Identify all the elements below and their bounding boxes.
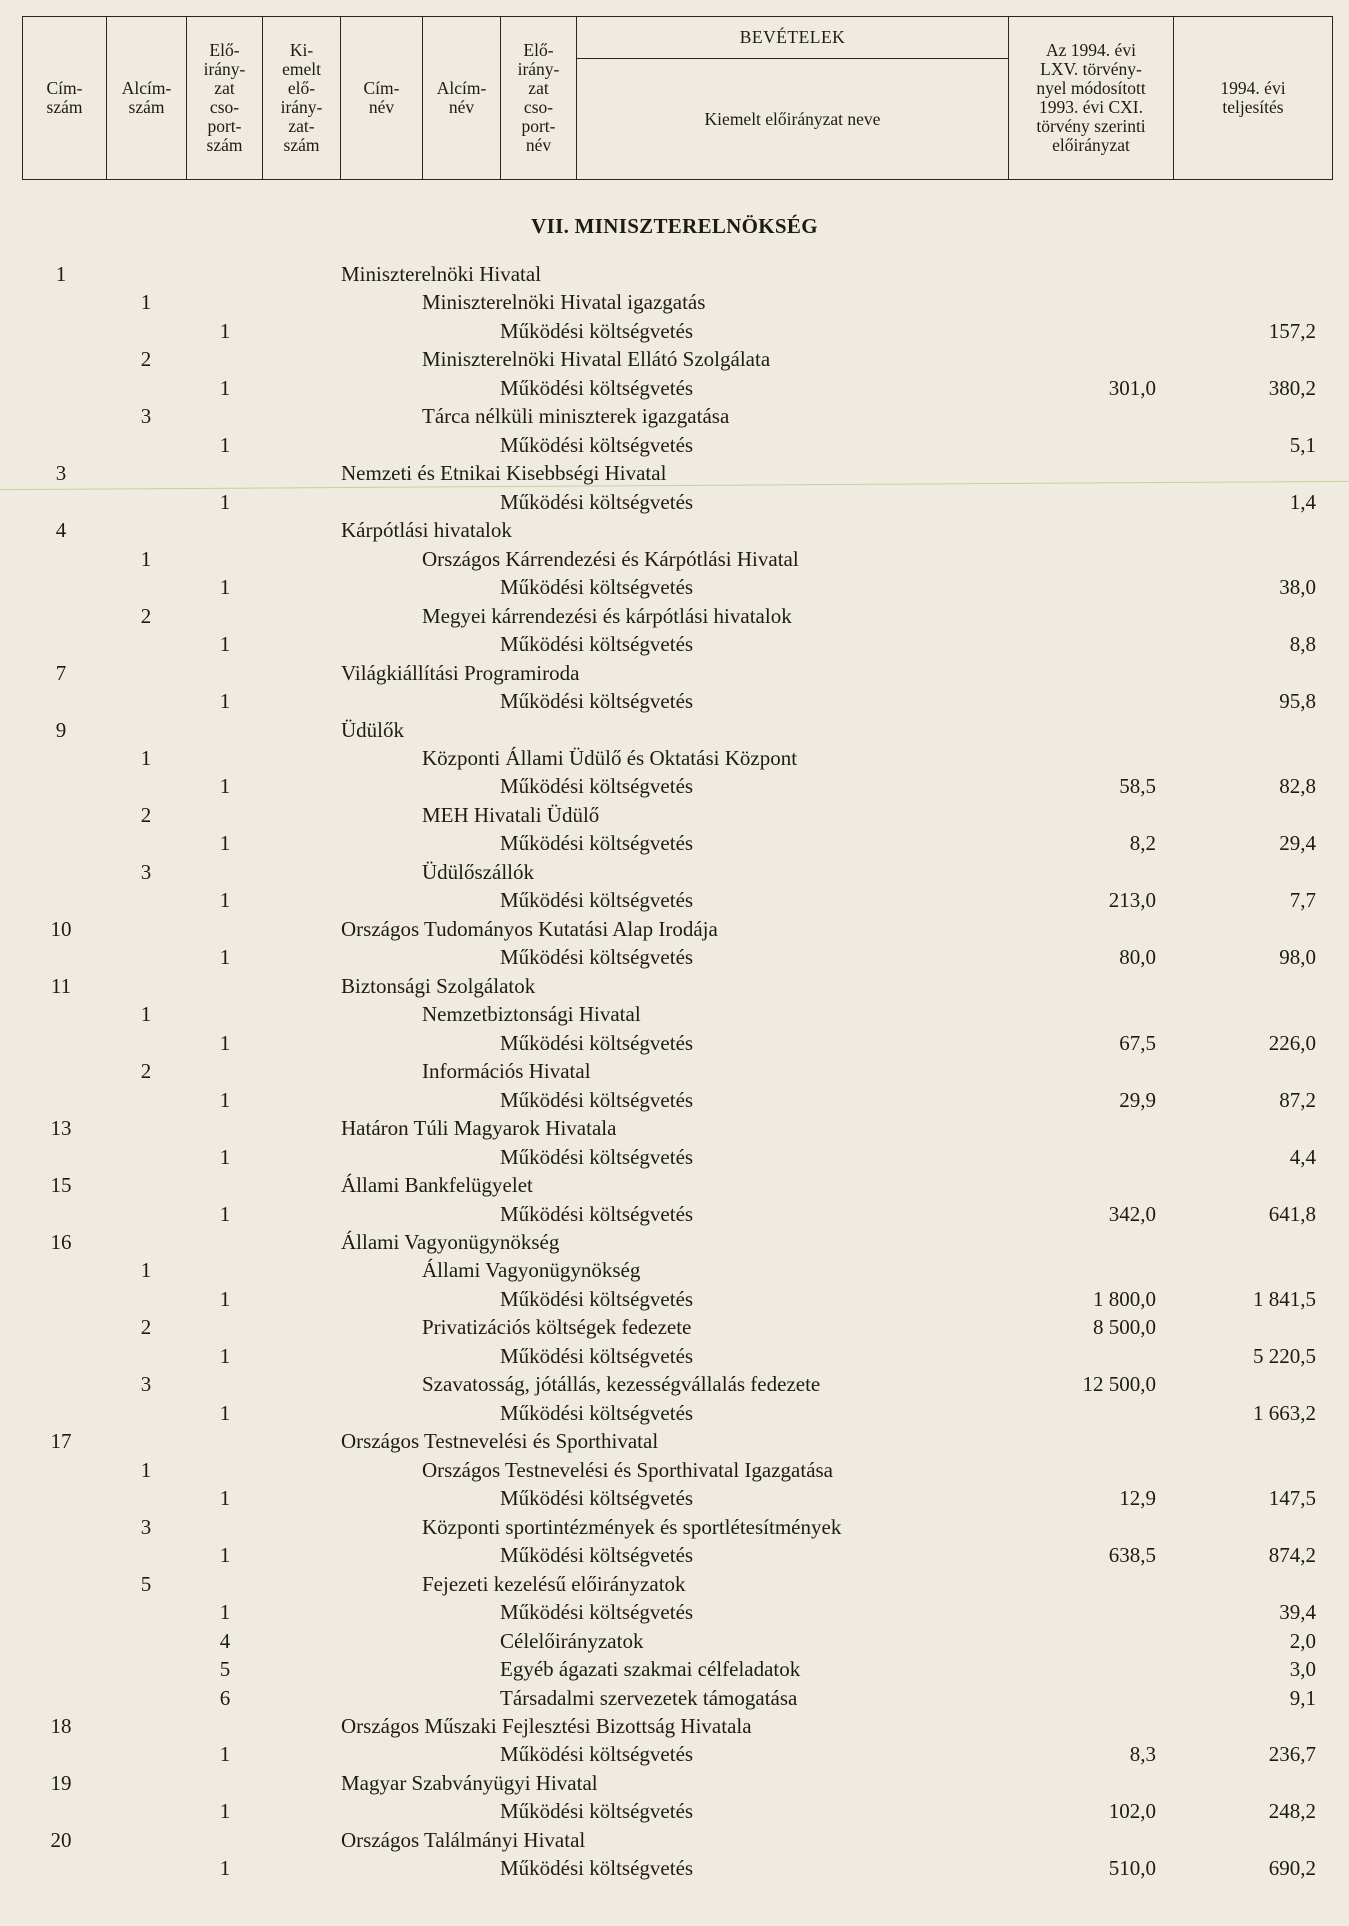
row-name: Nemzeti és Etnikai Kisebbségi Hivatal (341, 461, 667, 486)
teljesites-value: 157,2 (1268, 318, 1316, 343)
teljesites-value: 226,0 (1268, 1030, 1316, 1055)
table-row (0, 1200, 1349, 1228)
teljesites-value: 380,2 (1268, 375, 1316, 400)
table-row (0, 1740, 1349, 1768)
table-row (0, 317, 1349, 345)
teljesites-value: 3,0 (1289, 1657, 1316, 1682)
alcim-number: 3 (140, 404, 152, 429)
table-row (0, 1029, 1349, 1057)
teljesites-value: 874,2 (1268, 1543, 1316, 1568)
table-row (0, 1143, 1349, 1171)
table-row (0, 488, 1349, 516)
cim-number: 15 (50, 1173, 72, 1198)
cim-number: 16 (50, 1229, 72, 1254)
eloiranyzat-number: 1 (219, 1286, 231, 1311)
row-name: Működési költségvetés (500, 831, 694, 856)
row-name: Állami Vagyonügynökség (422, 1258, 641, 1283)
row-name: Működési költségvetés (500, 1343, 694, 1368)
table-row (0, 1086, 1349, 1114)
row-name: Működési költségvetés (500, 1030, 694, 1055)
teljesites-value: 38,0 (1279, 575, 1316, 600)
eloiranyzat-number: 5 (219, 1657, 231, 1682)
row-name: Működési költségvetés (500, 489, 694, 514)
eloiranyzat-number: 1 (219, 831, 231, 856)
row-name: Működési költségvetés (500, 1543, 694, 1568)
row-name: Miniszterelnöki Hivatal Ellátó Szolgálata (422, 347, 771, 372)
eloiranyzat-number: 1 (219, 1343, 231, 1368)
table-row (0, 1826, 1349, 1854)
cim-number: 7 (55, 660, 67, 685)
row-name: Működési költségvetés (500, 1400, 694, 1425)
eloiranyzat-number: 1 (219, 689, 231, 714)
alcim-number: 2 (140, 603, 152, 628)
cim-number: 20 (50, 1827, 72, 1852)
alcim-number: 1 (140, 1258, 152, 1283)
row-name: Miniszterelnöki Hivatal igazgatás (422, 290, 706, 315)
alcim-number: 2 (140, 1059, 152, 1084)
modositott-value: 12,9 (1119, 1486, 1156, 1511)
header-modositott-eloiranyzat: Az 1994. évi LXV. törvény- nyel módosított 1993. évi CXI. törvény szerinti előirányzat (1009, 17, 1174, 180)
table-row (0, 260, 1349, 288)
alcim-number: 1 (140, 546, 152, 571)
row-name: Országos Kárrendezési és Kárpótlási Hivatal (422, 546, 799, 571)
table-row (0, 1598, 1349, 1626)
row-name: Privatizációs költségek fedezete (422, 1315, 692, 1340)
modositott-value: 638,5 (1108, 1543, 1156, 1568)
modositott-value: 510,0 (1108, 1856, 1156, 1881)
table-row (0, 345, 1349, 373)
table-row (0, 1769, 1349, 1797)
table-row (0, 459, 1349, 487)
row-name: Működési költségvetés (500, 888, 694, 913)
table-row (0, 1285, 1349, 1313)
eloiranyzat-number: 1 (219, 1799, 231, 1824)
row-name: Működési költségvetés (500, 1742, 694, 1767)
teljesites-value: 147,5 (1268, 1486, 1316, 1511)
header-bevetelek: BEVÉTELEK (577, 17, 1009, 59)
row-name: Világkiállítási Programiroda (341, 660, 580, 685)
table-row (0, 716, 1349, 744)
table-row (0, 858, 1349, 886)
alcim-number: 2 (140, 347, 152, 372)
table-row (0, 1427, 1349, 1455)
modositott-value: 1 800,0 (1093, 1286, 1156, 1311)
row-name: Működési költségvetés (500, 1600, 694, 1625)
row-name: Információs Hivatal (422, 1059, 591, 1084)
eloiranyzat-number: 1 (219, 1144, 231, 1169)
row-name: Működési költségvetés (500, 632, 694, 657)
header-alcim-szam: Alcím- szám (107, 17, 187, 180)
eloiranyzat-number: 1 (219, 774, 231, 799)
modositott-value: 301,0 (1108, 375, 1156, 400)
table-row (0, 886, 1349, 914)
row-name: Működési költségvetés (500, 1856, 694, 1881)
table-row (0, 829, 1349, 857)
table-row (0, 1256, 1349, 1284)
teljesites-value: 5,1 (1289, 432, 1316, 457)
table-row (0, 1570, 1349, 1598)
cim-number: 3 (55, 461, 67, 486)
table-row (0, 744, 1349, 772)
header-cim-nev: Cím- név (341, 17, 423, 180)
table-row (0, 1370, 1349, 1398)
teljesites-value: 98,0 (1279, 945, 1316, 970)
table-row (0, 1484, 1349, 1512)
row-name: MEH Hivatali Üdülő (422, 802, 600, 827)
row-name: Megyei kárrendezési és kárpótlási hivatalok (422, 603, 792, 628)
table-row (0, 374, 1349, 402)
row-name: Működési költségvetés (500, 1486, 694, 1511)
table-row (0, 1627, 1349, 1655)
row-name: Állami Vagyonügynökség (341, 1229, 560, 1254)
table-row (0, 1684, 1349, 1712)
cim-number: 17 (50, 1429, 72, 1454)
table-row (0, 630, 1349, 658)
teljesites-value: 9,1 (1289, 1685, 1316, 1710)
teljesites-value: 5 220,5 (1253, 1343, 1316, 1368)
table-row (0, 1513, 1349, 1541)
eloiranyzat-number: 1 (219, 945, 231, 970)
cim-number: 13 (50, 1116, 72, 1141)
eloiranyzat-number: 4 (219, 1628, 231, 1653)
modositott-value: 342,0 (1108, 1201, 1156, 1226)
row-name: Biztonsági Szolgálatok (341, 973, 536, 998)
row-name: Országos Tudományos Kutatási Alap Irodája (341, 916, 718, 941)
teljesites-value: 4,4 (1289, 1144, 1316, 1169)
row-name: Működési költségvetés (500, 774, 694, 799)
teljesites-value: 1,4 (1289, 489, 1316, 514)
cim-number: 19 (50, 1770, 72, 1795)
header-eloiranyzat-csoport-szam: Elő- irány- zat cso- port- szám (187, 17, 263, 180)
modositott-value: 80,0 (1119, 945, 1156, 970)
table-row (0, 402, 1349, 430)
modositott-value: 58,5 (1119, 774, 1156, 799)
table-row (0, 602, 1349, 630)
teljesites-value: 7,7 (1289, 888, 1316, 913)
modositott-value: 8,3 (1129, 1742, 1156, 1767)
teljesites-value: 87,2 (1279, 1087, 1316, 1112)
alcim-number: 1 (140, 1457, 152, 1482)
header-teljesites: 1994. évi teljesítés (1174, 17, 1333, 180)
table-row (0, 1342, 1349, 1370)
teljesites-value: 690,2 (1268, 1856, 1316, 1881)
teljesites-value: 8,8 (1289, 632, 1316, 657)
table-row (0, 772, 1349, 800)
eloiranyzat-number: 1 (219, 1486, 231, 1511)
eloiranyzat-number: 1 (219, 888, 231, 913)
alcim-number: 1 (140, 290, 152, 315)
alcim-number: 2 (140, 802, 152, 827)
teljesites-value: 2,0 (1289, 1628, 1316, 1653)
row-name: Központi Állami Üdülő és Oktatási Központ (422, 745, 798, 770)
alcim-number: 2 (140, 1315, 152, 1340)
eloiranyzat-number: 1 (219, 432, 231, 457)
section-title: VII. MINISZTERELNÖKSÉG (531, 214, 818, 238)
table-row (0, 431, 1349, 459)
row-name: Központi sportintézmények és sportlétesítmények (422, 1514, 842, 1539)
table-row (0, 1313, 1349, 1341)
table-row (0, 915, 1349, 943)
eloiranyzat-number: 1 (219, 1600, 231, 1625)
header-kiemelt-eloiranyzat-szam: Ki- emelt elő- irány- zat- szám (263, 17, 341, 180)
alcim-number: 5 (140, 1571, 152, 1596)
eloiranyzat-number: 1 (219, 1543, 231, 1568)
table-row (0, 687, 1349, 715)
teljesites-value: 82,8 (1279, 774, 1316, 799)
row-name: Miniszterelnöki Hivatal (341, 262, 542, 286)
row-name: Működési költségvetés (500, 1799, 694, 1824)
modositott-value: 29,9 (1119, 1087, 1156, 1112)
row-name: Működési költségvetés (500, 1087, 694, 1112)
table-row (0, 1171, 1349, 1199)
modositott-value: 102,0 (1108, 1799, 1156, 1824)
table-row (0, 545, 1349, 573)
table-row (0, 516, 1349, 544)
alcim-number: 1 (140, 1002, 152, 1027)
row-name: Országos Találmányi Hivatal (341, 1827, 586, 1852)
table-row (0, 1541, 1349, 1569)
alcim-number: 3 (140, 1372, 152, 1397)
table-row (0, 1854, 1349, 1882)
row-name: Szavatosság, jótállás, kezességvállalás fedezete (422, 1372, 821, 1397)
table-row (0, 1456, 1349, 1484)
eloiranyzat-number: 1 (219, 1087, 231, 1112)
eloiranyzat-number: 1 (219, 1201, 231, 1226)
eloiranyzat-number: 1 (219, 1742, 231, 1767)
row-name: Tárca nélküli miniszterek igazgatása (422, 404, 730, 429)
teljesites-value: 641,8 (1268, 1201, 1316, 1226)
cim-number: 10 (50, 916, 72, 941)
teljesites-value: 1 841,5 (1253, 1286, 1316, 1311)
cim-number: 4 (55, 518, 67, 543)
table-row (0, 801, 1349, 829)
cim-number: 11 (50, 973, 72, 998)
row-name: Kárpótlási hivatalok (341, 518, 512, 543)
alcim-number: 3 (140, 1514, 152, 1539)
row-name: Üdülőszállók (422, 859, 534, 884)
row-name: Országos Testnevelési és Sporthivatal (341, 1429, 659, 1454)
teljesites-value: 236,7 (1268, 1742, 1316, 1767)
row-name: Üdülők (341, 717, 404, 742)
table-row (0, 943, 1349, 971)
eloiranyzat-number: 1 (219, 1400, 231, 1425)
row-name: Működési költségvetés (500, 689, 694, 714)
table-row (0, 573, 1349, 601)
table-row (0, 1114, 1349, 1142)
cim-number: 9 (55, 717, 67, 742)
header-cim-szam: Cím- szám (23, 17, 107, 180)
teljesites-value: 39,4 (1279, 1600, 1316, 1625)
table-row (0, 659, 1349, 687)
eloiranyzat-number: 1 (219, 632, 231, 657)
row-name: Működési költségvetés (500, 575, 694, 600)
teljesites-value: 248,2 (1268, 1799, 1316, 1824)
table-row (0, 1655, 1349, 1683)
row-name: Nemzetbiztonsági Hivatal (422, 1002, 641, 1027)
modositott-value: 67,5 (1119, 1030, 1156, 1055)
eloiranyzat-number: 1 (219, 1030, 231, 1055)
alcim-number: 1 (140, 745, 152, 770)
row-name: Működési költségvetés (500, 375, 694, 400)
modositott-value: 8 500,0 (1093, 1315, 1156, 1340)
row-name: Határon Túli Magyarok Hivatala (341, 1116, 617, 1141)
row-name: Működési költségvetés (500, 1144, 694, 1169)
row-name: Működési költségvetés (500, 1286, 694, 1311)
table-row (0, 1000, 1349, 1028)
header-eloiranyzat-csoport-nev: Elő- irány- zat cso- port- név (501, 17, 577, 180)
table-row (0, 1797, 1349, 1825)
modositott-value: 8,2 (1129, 831, 1156, 856)
table-row (0, 1228, 1349, 1256)
table-row (0, 288, 1349, 316)
eloiranyzat-number: 1 (219, 318, 231, 343)
row-name: Működési költségvetés (500, 945, 694, 970)
row-name: Működési költségvetés (500, 1201, 694, 1226)
cim-number: 1 (55, 262, 67, 286)
row-name: Országos Testnevelési és Sporthivatal Igazgatása (422, 1457, 834, 1482)
row-name: Állami Bankfelügyelet (341, 1173, 533, 1198)
row-name: Társadalmi szervezetek támogatása (500, 1685, 798, 1710)
row-name: Működési költségvetés (500, 432, 694, 457)
eloiranyzat-number: 1 (219, 489, 231, 514)
row-name: Országos Műszaki Fejlesztési Bizottság Hivatala (341, 1713, 752, 1738)
teljesites-value: 95,8 (1279, 689, 1316, 714)
teljesites-value: 1 663,2 (1253, 1400, 1316, 1425)
modositott-value: 213,0 (1108, 888, 1156, 913)
header-alcim-nev: Alcím- név (423, 17, 501, 180)
row-name: Magyar Szabványügyi Hivatal (341, 1770, 598, 1795)
eloiranyzat-number: 1 (219, 375, 231, 400)
table-row (0, 1057, 1349, 1085)
alcim-number: 3 (140, 859, 152, 884)
header-kiemelt-eloiranyzat-neve: Kiemelt előirányzat neve (577, 59, 1009, 180)
row-name: Működési költségvetés (500, 318, 694, 343)
teljesites-value: 29,4 (1279, 831, 1316, 856)
eloiranyzat-number: 1 (219, 575, 231, 600)
table-row (0, 1712, 1349, 1740)
row-name: Fejezeti kezelésű előirányzatok (422, 1571, 686, 1596)
row-name: Célelőirányzatok (500, 1628, 644, 1653)
table-row (0, 972, 1349, 1000)
cim-number: 18 (50, 1713, 72, 1738)
eloiranyzat-number: 6 (219, 1685, 231, 1710)
modositott-value: 12 500,0 (1082, 1372, 1156, 1397)
eloiranyzat-number: 1 (219, 1856, 231, 1881)
row-name: Egyéb ágazati szakmai célfeladatok (500, 1657, 801, 1682)
table-row (0, 1399, 1349, 1427)
